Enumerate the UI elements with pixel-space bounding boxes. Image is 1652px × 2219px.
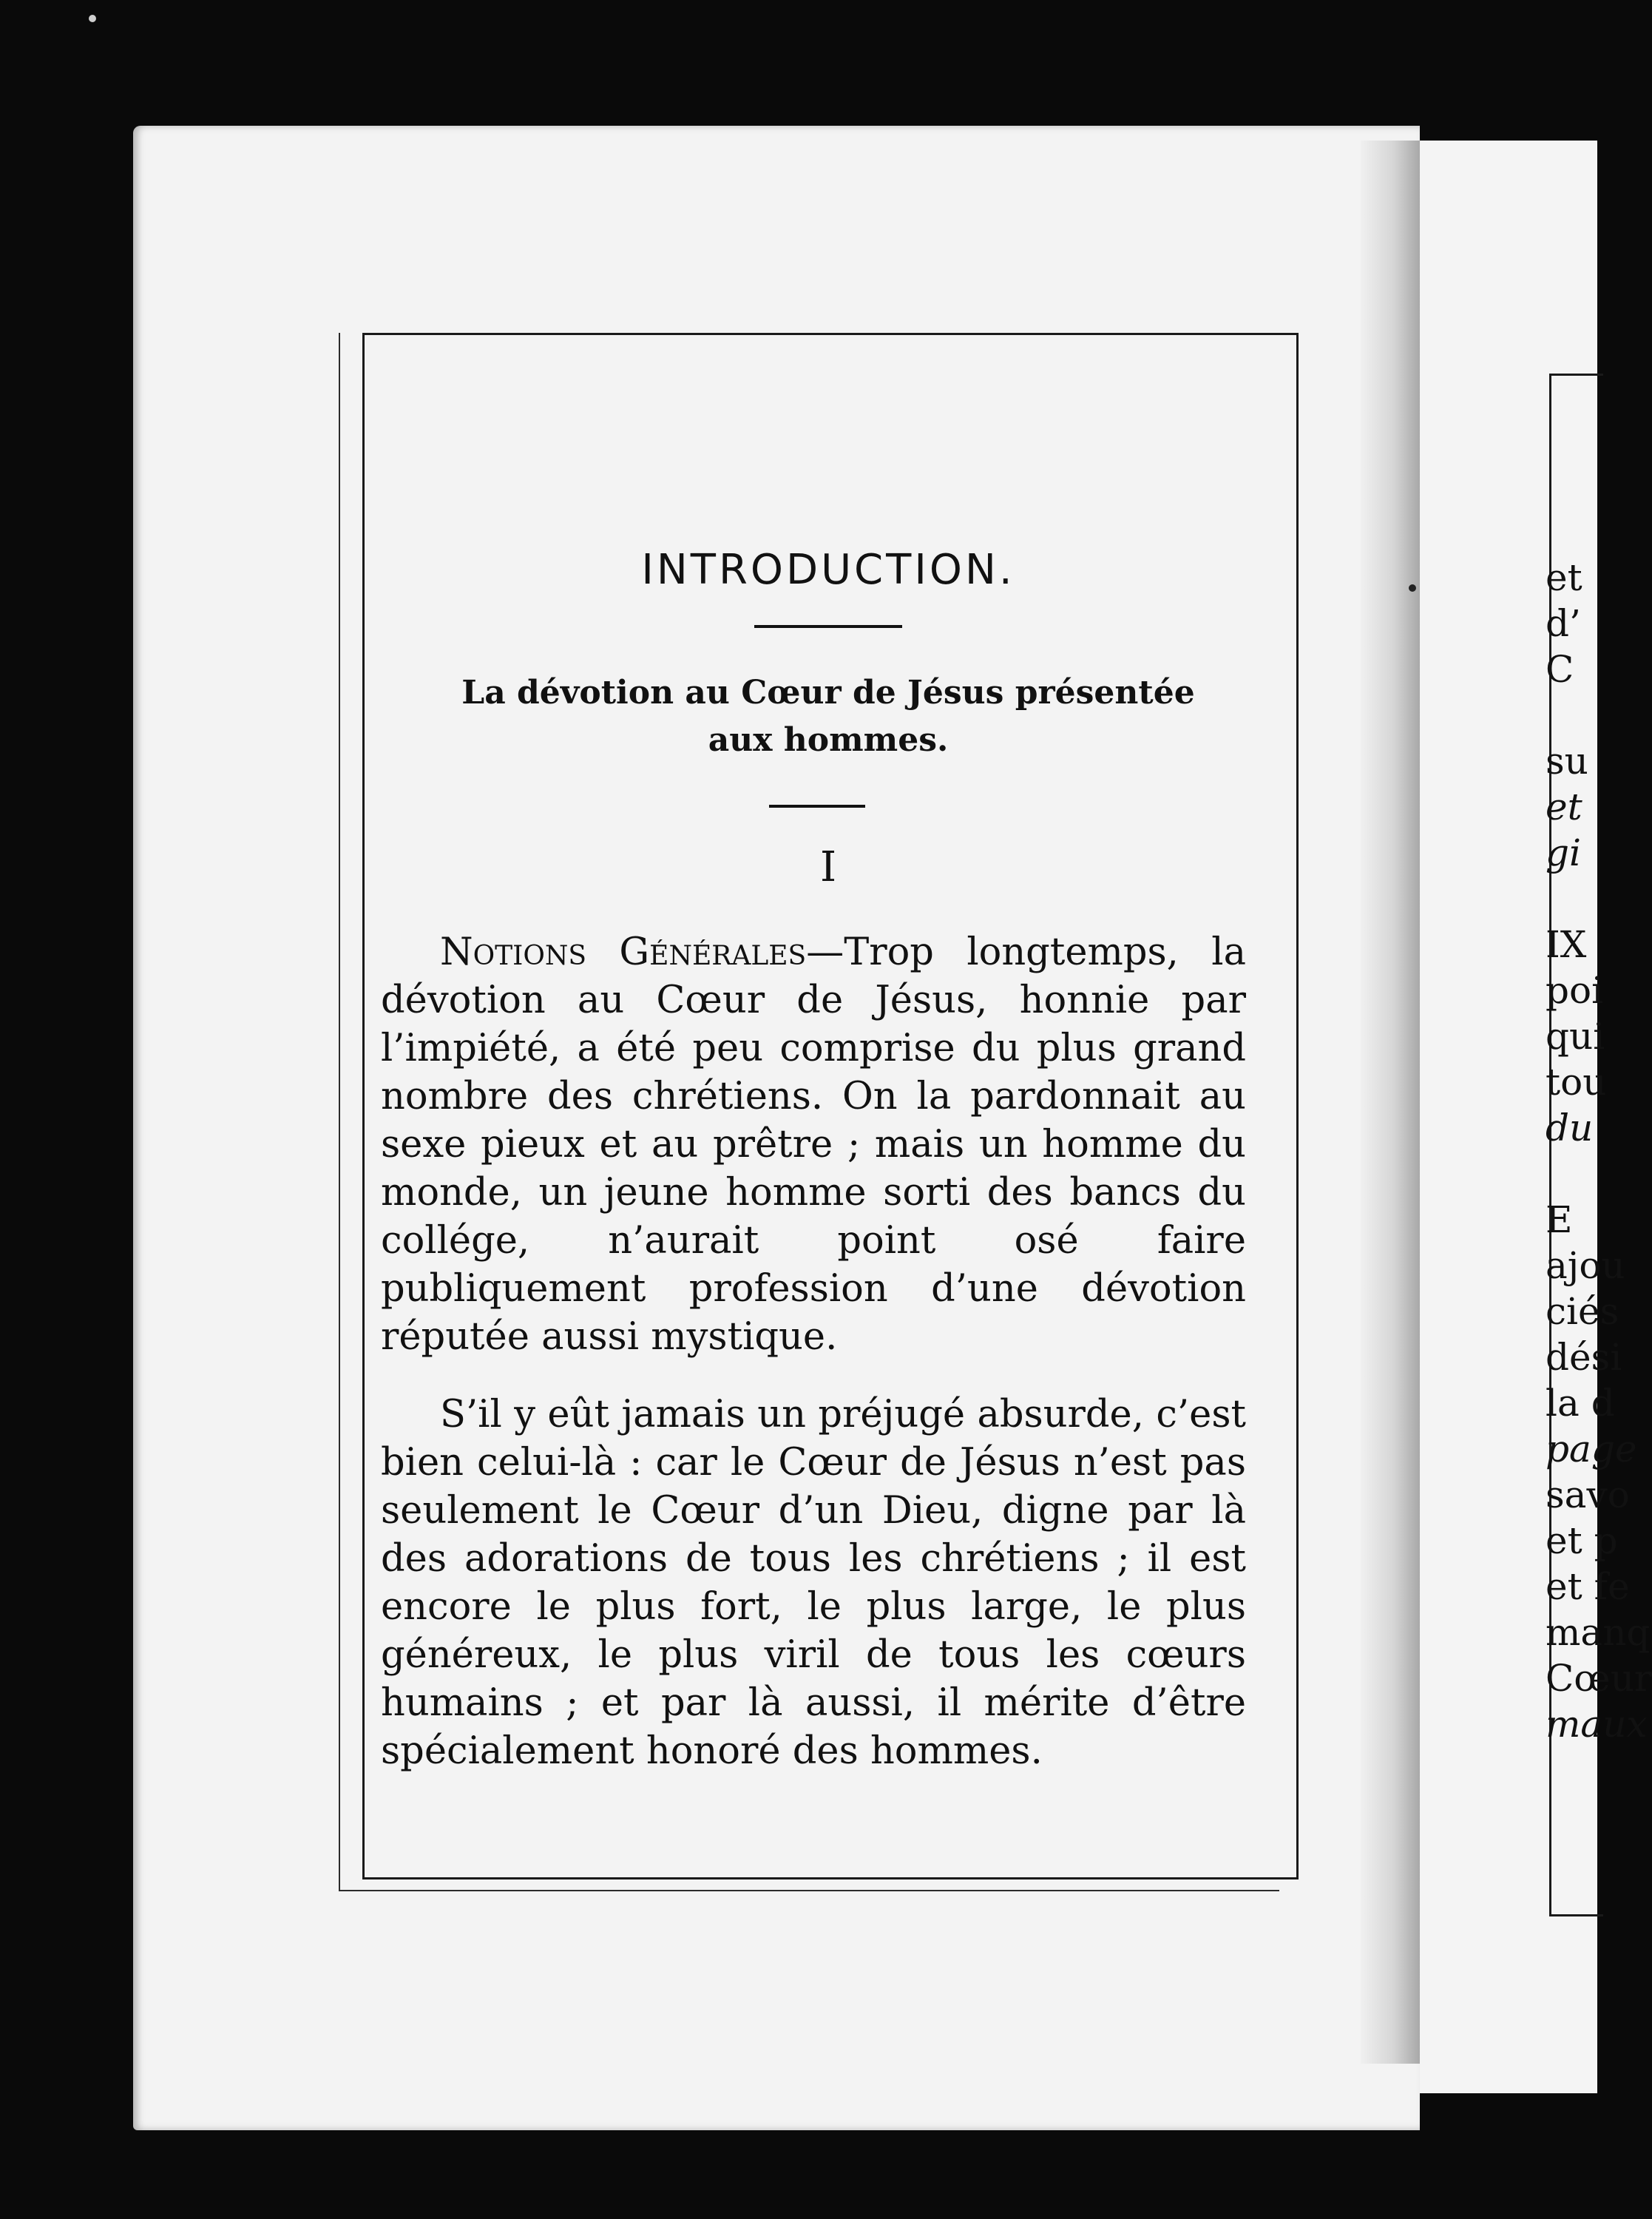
right-page-line: et (1546, 556, 1582, 599)
subtitle-rule (769, 805, 865, 808)
right-page-line: poi (1546, 969, 1604, 1012)
right-page-line: et (1546, 786, 1582, 828)
title-rule (754, 625, 902, 628)
right-page-line: su (1546, 740, 1588, 783)
right-page-line: ajou (1546, 1244, 1625, 1287)
paragraph-lead: Notions Générales (440, 931, 807, 974)
speck (89, 15, 96, 22)
right-page-line: la d (1546, 1382, 1615, 1425)
right-page-line: maux (1546, 1703, 1648, 1746)
right-page-line: savo (1546, 1473, 1630, 1516)
subtitle-line-1: La dévotion au Cœur de Jésus présentée (461, 674, 1195, 712)
right-page-line (1546, 876, 1634, 922)
right-page-line: E (1546, 1198, 1573, 1241)
section-number: I (819, 843, 837, 891)
right-page-line: tou (1546, 1061, 1607, 1104)
paragraph-2: S’il y eût jamais un préjugé absurde, c’est bien celui-là : car le Cœur de Jésus n’est pas seulement le Cœur d’un Dieu, digne par là des adorations de tous les chrétiens ; il est encore le plus fort, le plus large, le plus généreux, le plus viril de tous les cœurs humains ; et par là aussi, il mérite d’être spécialement honoré des hommes. (381, 1393, 1246, 1773)
right-page-line: et p (1546, 1519, 1618, 1562)
speck (1409, 584, 1416, 592)
right-page-line: d’ (1546, 602, 1581, 645)
right-page-line: qui (1546, 1015, 1605, 1058)
right-page-line: ciés (1546, 1290, 1619, 1333)
page-title: INTRODUCTION. (641, 545, 1015, 594)
right-page-line: et fe (1546, 1565, 1630, 1608)
right-page-line (1546, 692, 1634, 738)
page-gutter (1361, 141, 1420, 2064)
right-page-line: page (1546, 1428, 1637, 1470)
subtitle (399, 669, 1257, 764)
right-page-line: C (1546, 648, 1574, 691)
right-page-line: gi (1546, 831, 1581, 874)
paragraph-1 (381, 928, 1246, 1361)
right-page-line: manq (1546, 1611, 1651, 1654)
right-page-line: dési (1546, 1336, 1622, 1379)
right-page-text (1546, 555, 1652, 1747)
right-page-line (1546, 1151, 1634, 1197)
right-page-line: du (1546, 1107, 1594, 1149)
right-page-line: IX (1546, 923, 1587, 966)
subtitle-line-2: aux hommes. (708, 721, 949, 759)
paragraph-1-body: —Trop longtemps, la dévotion au Cœur de Jésus, honnie par l’impiété, a été peu comprise du plus grand nombre des chrétiens. On la pardonnait au sexe pieux et au prêtre ; mais un homme du monde, un jeune homme sorti des bancs du collége, n’aurait point osé faire publiquement profession d’une dévotion réputée aussi mystique. (381, 931, 1246, 1359)
right-page-line: Cœur (1546, 1657, 1652, 1700)
